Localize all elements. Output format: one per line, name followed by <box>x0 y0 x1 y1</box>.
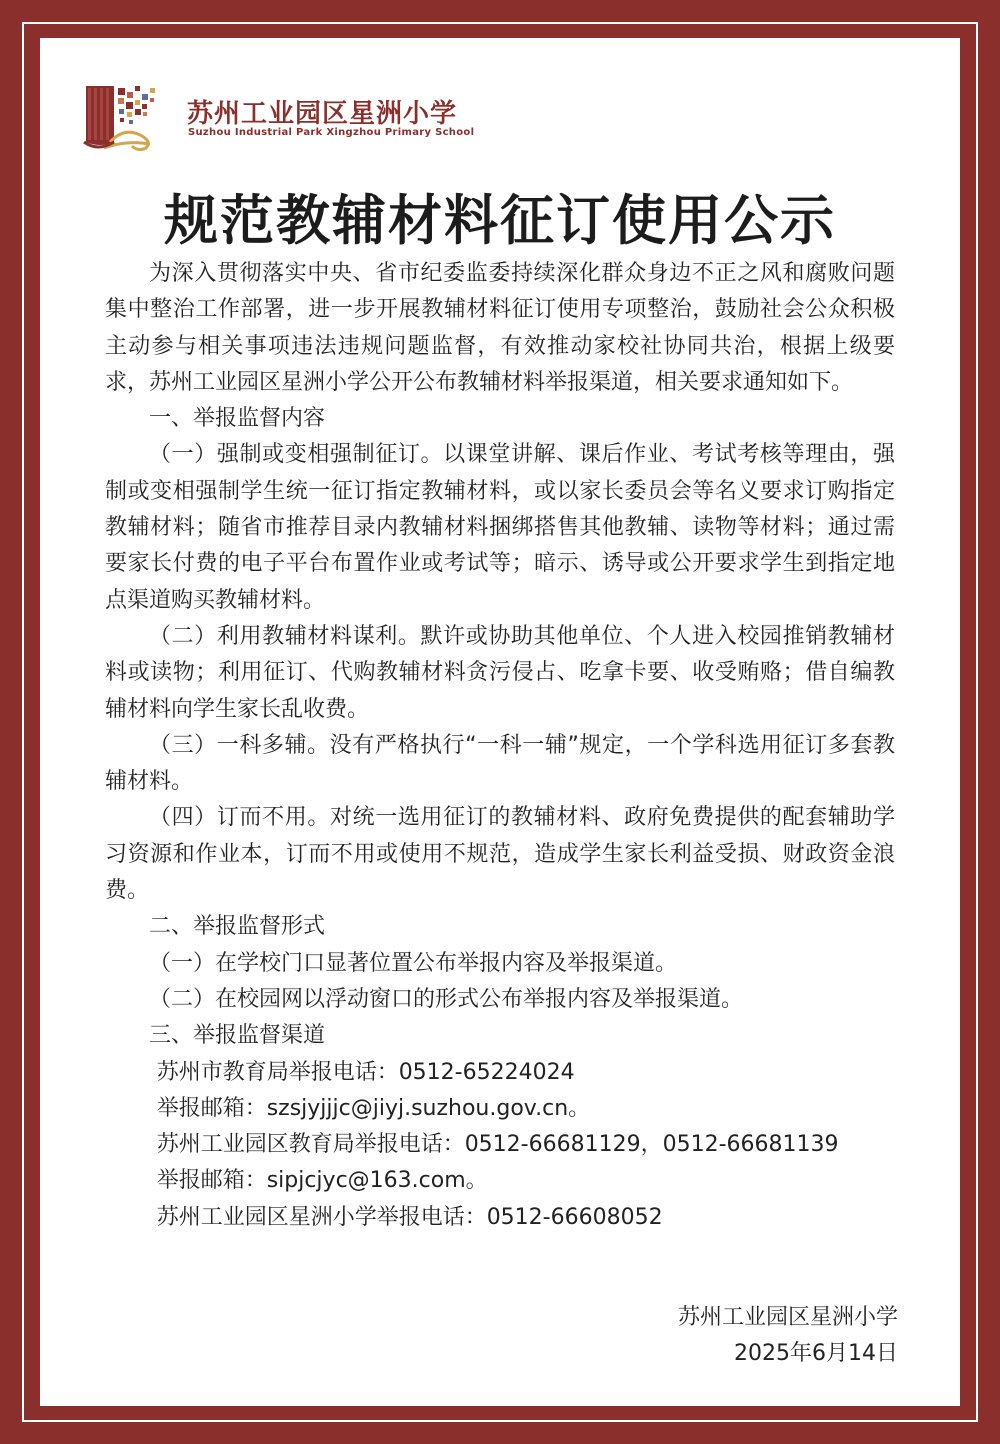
contact-line: 苏州市教育局举报电话：0512-65224024 <box>156 1059 575 1085</box>
section-heading: 三、举报监督渠道 <box>149 1023 326 1049</box>
signature-org: 苏州工业园区星洲小学 <box>677 1305 898 1330</box>
section-item: （三）一科多辅。没有严格执行“一科一辅”规定，一个学科选用征订多套教辅材料。 <box>105 732 895 795</box>
school-name-cn: 苏州工业园区星洲小学 <box>187 99 458 129</box>
school-name-en: Suzhou Industrial Park Xingzhou Primary School <box>188 127 475 138</box>
section-item: （二）利用教辅材料谋利。默许或协助其他单位、个人进入校园推销教辅材料或读物；利用征订、代购教辅材料贪污侵占、吃拿卡要、收受贿赂；借自编教辅材料向学生家长乱收费。 <box>105 623 895 722</box>
school-logo-icon <box>80 82 170 154</box>
section-heading: 一、举报监督内容 <box>149 406 326 432</box>
signature <box>678 1300 898 1372</box>
section-item: （二）在校园网以浮动窗口的形式公布举报内容及举报渠道。 <box>149 986 744 1012</box>
section-heading: 二、举报监督形式 <box>149 914 326 940</box>
section-item: （一）强制或变相强制征订。以课堂讲解、课后作业、考试考核等理由，强制或变相强制学生统一征订指定教辅材料，或以家长委员会等名义要求订购指定教辅材料；随省市推荐目录内教辅材料捆绑搭售其他教辅、读物等材料；通过需要家长付费的电子平台布置作业或考试等；暗示、诱导或公开要求学生到指定地点渠道购买教辅材料。 <box>105 442 895 613</box>
intro-paragraph: 为深入贯彻落实中央、省市纪委监委持续深化群众身边不正之风和腐败问题集中整治工作部署，进一步开展教辅材料征订使用专项整治，鼓励社会公众积极主动参与相关事项违法违规问题监督，有效推动家校社协同共治，根据上级要求，苏州工业园区星洲小学公开公布教辅材料举报渠道，相关要求通知如下。 <box>105 261 895 395</box>
notice-body <box>105 256 895 1236</box>
signature-date: 2025年6月14日 <box>734 1341 898 1366</box>
section-item: （一）在学校门口显著位置公布举报内容及举报渠道。 <box>149 950 678 976</box>
section-item: （四）订而不用。对统一选用征订的教辅材料、政府免费提供的配套辅助学习资源和作业本，订而不用或使用不规范，造成学生家长利益受损、财政资金浪费。 <box>105 805 895 904</box>
contact-line: 苏州工业园区教育局举报电话：0512-66681129，0512-66681139 <box>156 1132 839 1158</box>
notice-sheet <box>40 38 960 1406</box>
contact-line: 苏州工业园区星洲小学举报电话：0512-66608052 <box>156 1204 663 1230</box>
contact-line: 举报邮箱：szsjyjjjc@jiyj.suzhou.gov.cn。 <box>156 1095 591 1121</box>
page-title: 规范教辅材料征订使用公示 <box>164 189 836 252</box>
contact-line: 举报邮箱：sipjcjyc@163.com。 <box>156 1168 488 1194</box>
